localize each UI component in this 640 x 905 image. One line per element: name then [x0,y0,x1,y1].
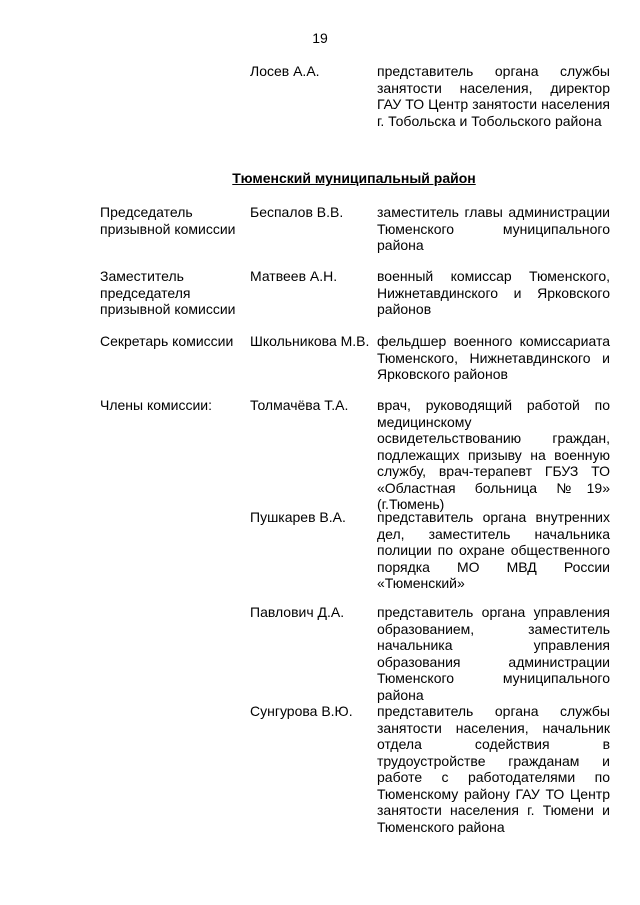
member-name: Павлович Д.А. [250,604,345,620]
member-name: Беспалов В.В. [250,204,344,220]
member-name: Матвеев А.Н. [250,268,338,284]
member-name: Школьникова М.В. [250,333,370,349]
page-number: 19 [312,30,328,46]
member-name: Сунгурова В.Ю. [250,703,353,719]
member-description: представитель органа службы занятости населения, начальник отдела содействия в трудоустройстве гражданам и работе с работодателями по Тюменскому району ГАУ ТО Центр занятости населения г. Тюмени и Тюменского района [377,703,610,835]
member-name: Толмачёва Т.А. [250,397,349,413]
member-description: представитель органа внутренних дел, заместитель начальника полиции по охране общественного порядка МО МВД России «Тюменский» [377,509,610,591]
member-description: заместитель главы администрации Тюменского муниципального района [377,204,610,253]
member-role: Председатель призывной комиссии [100,204,236,237]
member-role: Заместитель председателя призывной комиссии [100,268,236,317]
section-heading: Тюменский муниципальный район [232,170,476,186]
member-description: врач, руководящий работой по медицинскому освидетельствованию граждан, подлежащих призыву на военную службу, врач-терапевт ГБУЗ ТО «Областная больница №19» (г.Тюмень) [377,397,610,512]
member-description: фельдшер военного комиссариата Тюменского, Нижнетавдинского и Ярковского районов [377,333,610,382]
member-description: представитель органа службы занятости населения, директор ГАУ ТО Центр занятости населения г. Тобольска и Тобольского района [377,63,610,129]
member-description: военный комиссар Тюменского, Нижнетавдинского и Ярковского районов [377,268,610,317]
member-role: Члены комиссии: [100,397,213,413]
member-role: Секретарь комиссии [100,333,234,349]
member-name: Лосев А.А. [250,63,320,79]
member-name: Пушкарев В.А. [250,509,346,525]
member-description: представитель органа управления образованием, заместитель начальника управления образования администрации Тюменского муниципального района [377,604,610,703]
